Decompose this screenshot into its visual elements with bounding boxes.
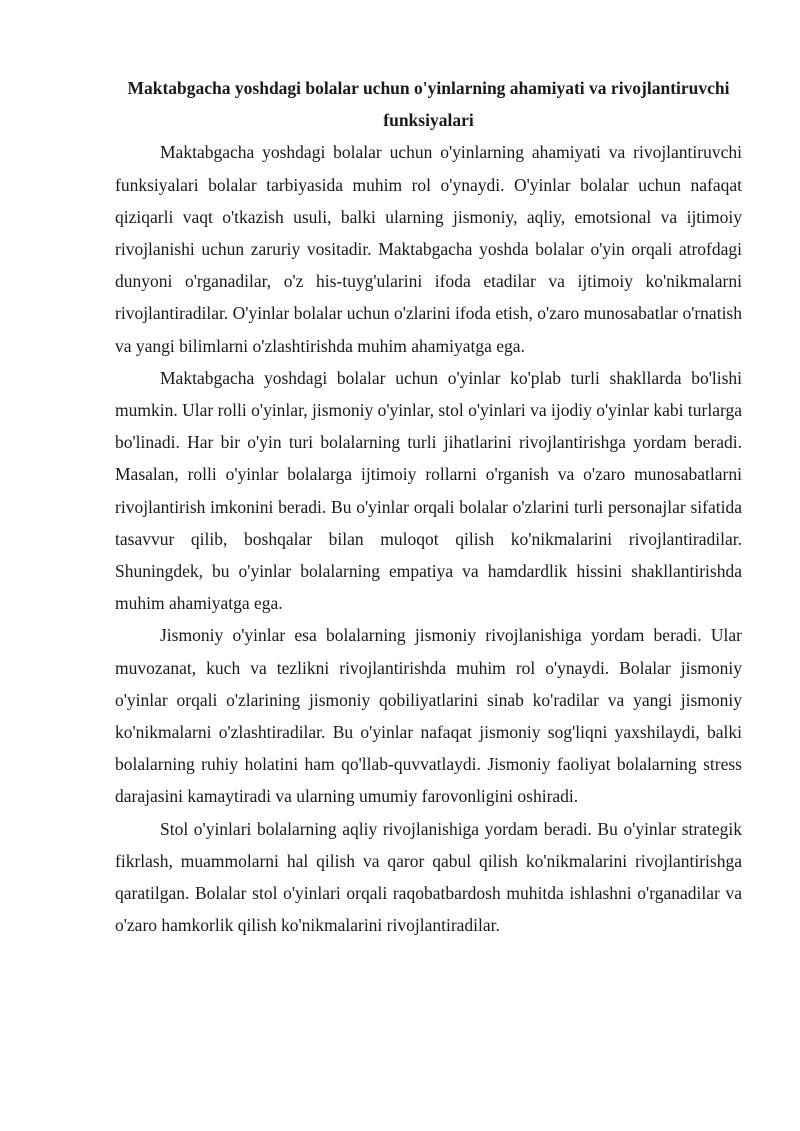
document-title: Maktabgacha yoshdagi bolalar uchun o'yinlarning ahamiyati va rivojlantiruvchi funksiyalari [127, 78, 730, 131]
document-body [115, 72, 742, 941]
paragraph-4: Stol o'yinlari bolalarning aqliy rivojlanishiga yordam beradi. Bu o'yinlar strategik fikrlash, muammolarni hal qilish va qaror qabul qilish ko'nikmalarini rivojlantirishga qaratilgan. Bolalar stol o'yinlari orqali raqobatbardosh muhitda ishlashni o'rganadilar va o'zaro hamkorlik qilish ko'nikmalarini rivojlantiradilar. [115, 818, 742, 936]
paragraph-1: Maktabgacha yoshdagi bolalar uchun o'yinlarning ahamiyati va rivojlantiruvchi funksiyalari bolalar tarbiyasida muhim rol o'ynaydi. O'yinlar bolalar uchun nafaqat qiziqarli vaqt o'tkazish usuli, balki ularning jismoniy, aqliy, emotsional va ijtimoiy rivojlanishi uchun zaruriy vositadir. Maktabgacha yoshda bolalar o'yin orqali atrofdagi dunyoni o'rganadilar, o'z his-tuyg'ularini ifoda etadilar va ijtimoiy ko'nikmalarni rivojlantiradilar. O'yinlar bolalar uchun o'zlarini ifoda etish, o'zaro munosabatlar o'rnatish va yangi bilimlarni o'zlashtirishda muhim ahamiyatga ega. [115, 142, 742, 356]
paragraph-3: Jismoniy o'yinlar esa bolalarning jismoniy rivojlanishiga yordam beradi. Ular muvozanat, kuch va tezlikni rivojlantirishda muhim rol o'ynaydi. Bolalar jismoniy o'yinlar orqali o'zlarining jismoniy qobiliyatlarini sinab ko'radilar va yangi jismoniy ko'nikmalarni o'zlashtiradilar. Bu o'yinlar nafaqat jismoniy sog'liqni yaxshilaydi, balki bolalarning ruhiy holatini ham qo'llab-quvvatlaydi. Jismoniy faoliyat bolalarning stress darajasini kamaytiradi va ularning umumiy farovonligini oshiradi. [115, 625, 742, 807]
paragraph-2: Maktabgacha yoshdagi bolalar uchun o'yinlar ko'plab turli shakllarda bo'lishi mumkin. Ular rolli o'yinlar, jismoniy o'yinlar, stol o'yinlari va ijodiy o'yinlar kabi turlarga bo'linadi. Har bir o'yin turi bolalarning turli jihatlarini rivojlantirishga yordam beradi. Masalan, rolli o'yinlar bolalarga ijtimoiy rollarni o'rganish va o'zaro munosabatlarni rivojlantirish imkonini beradi. Bu o'yinlar orqali bolalar o'zlarini turli personajlar sifatida tasavvur qilib, boshqalar bilan muloqot qilish ko'nikmalarini rivojlantiradilar. Shuningdek, bu o'yinlar bolalarning empatiya va hamdardlik hissini shakllantirishda muhim ahamiyatga ega. [115, 367, 742, 614]
